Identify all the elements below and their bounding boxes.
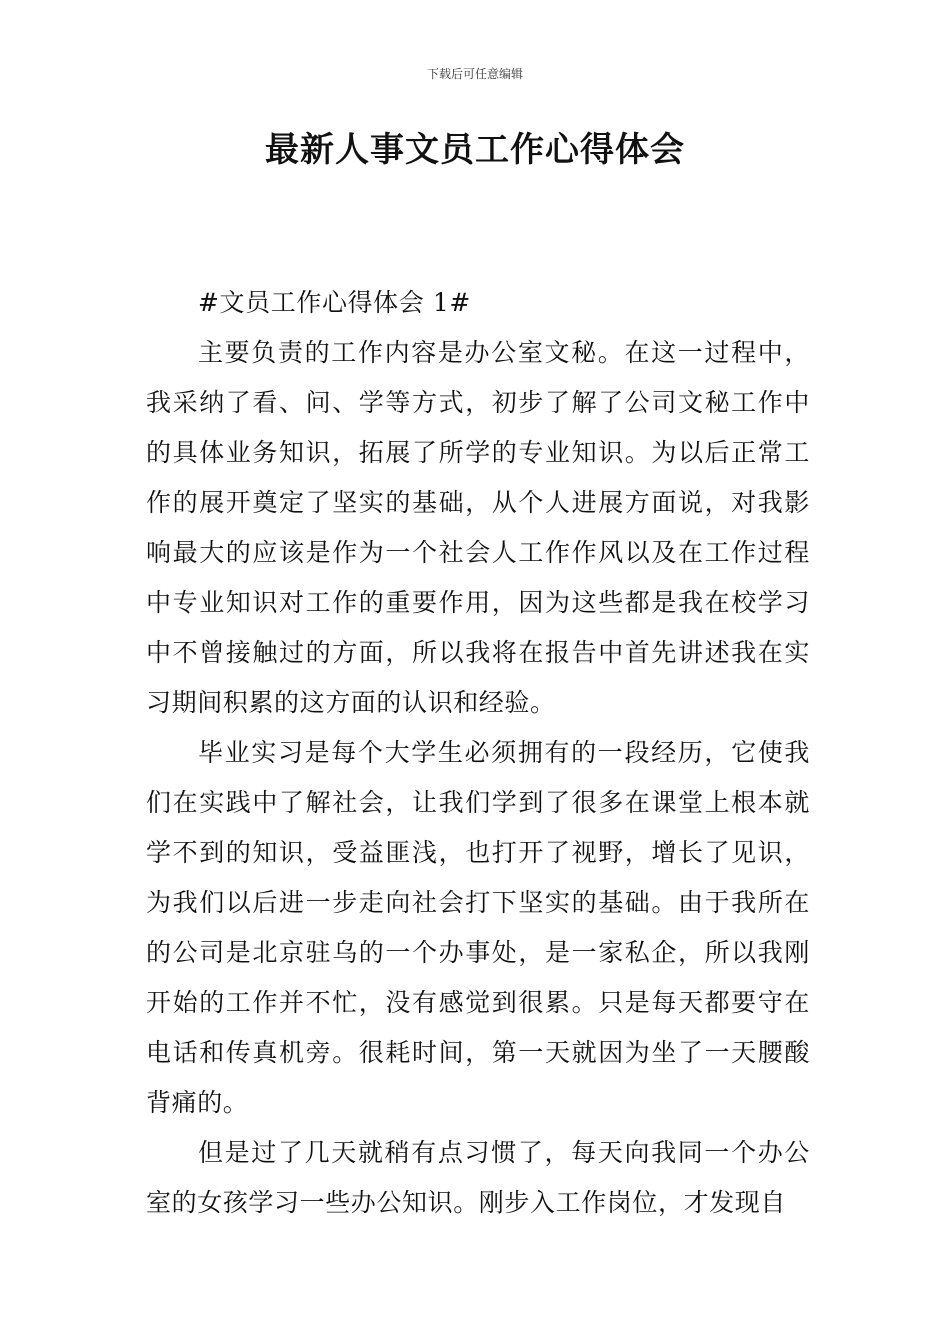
section-heading: #文员工作心得体会 1# — [198, 288, 471, 317]
document-body — [146, 278, 810, 1228]
header-note: 下载后可任意编辑 — [426, 67, 523, 81]
document-title: 最新人事文员工作心得体会 — [265, 130, 685, 170]
paragraph-3: 但是过了几天就稍有点习惯了，每天向我同一个办公室的女孩学习一些办公知识。刚步入工作岗位，才发现自 — [146, 1138, 810, 1217]
paragraph-2: 毕业实习是每个大学生必须拥有的一段经历，它使我们在实践中了解社会，让我们学到了很多在课堂上根本就学不到的知识，受益匪浅，也打开了视野，增长了见识，为我们以后进一步走向社会打下坚实的基础。由于我所在的公司是北京驻乌的一个办事处，是一家私企，所以我刚开始的工作并不忙，没有感觉到很累。只是每天都要守在电话和传真机旁。很耗时间，第一天就因为坐了一天腰酸背痛的。 — [146, 738, 810, 1117]
paragraph-1: 主要负责的工作内容是办公室文秘。在这一过程中，我采纳了看、问、学等方式，初步了解了公司文秘工作中的具体业务知识，拓展了所学的专业知识。为以后正常工作的展开奠定了坚实的基础，从个人进展方面说，对我影响最大的应该是作为一个社会人工作作风以及在工作过程中专业知识对工作的重要作用，因为这些都是我在校学习中不曾接触过的方面，所以我将在报告中首先讲述我在实习期间积累的这方面的认识和经验。 — [146, 338, 810, 717]
